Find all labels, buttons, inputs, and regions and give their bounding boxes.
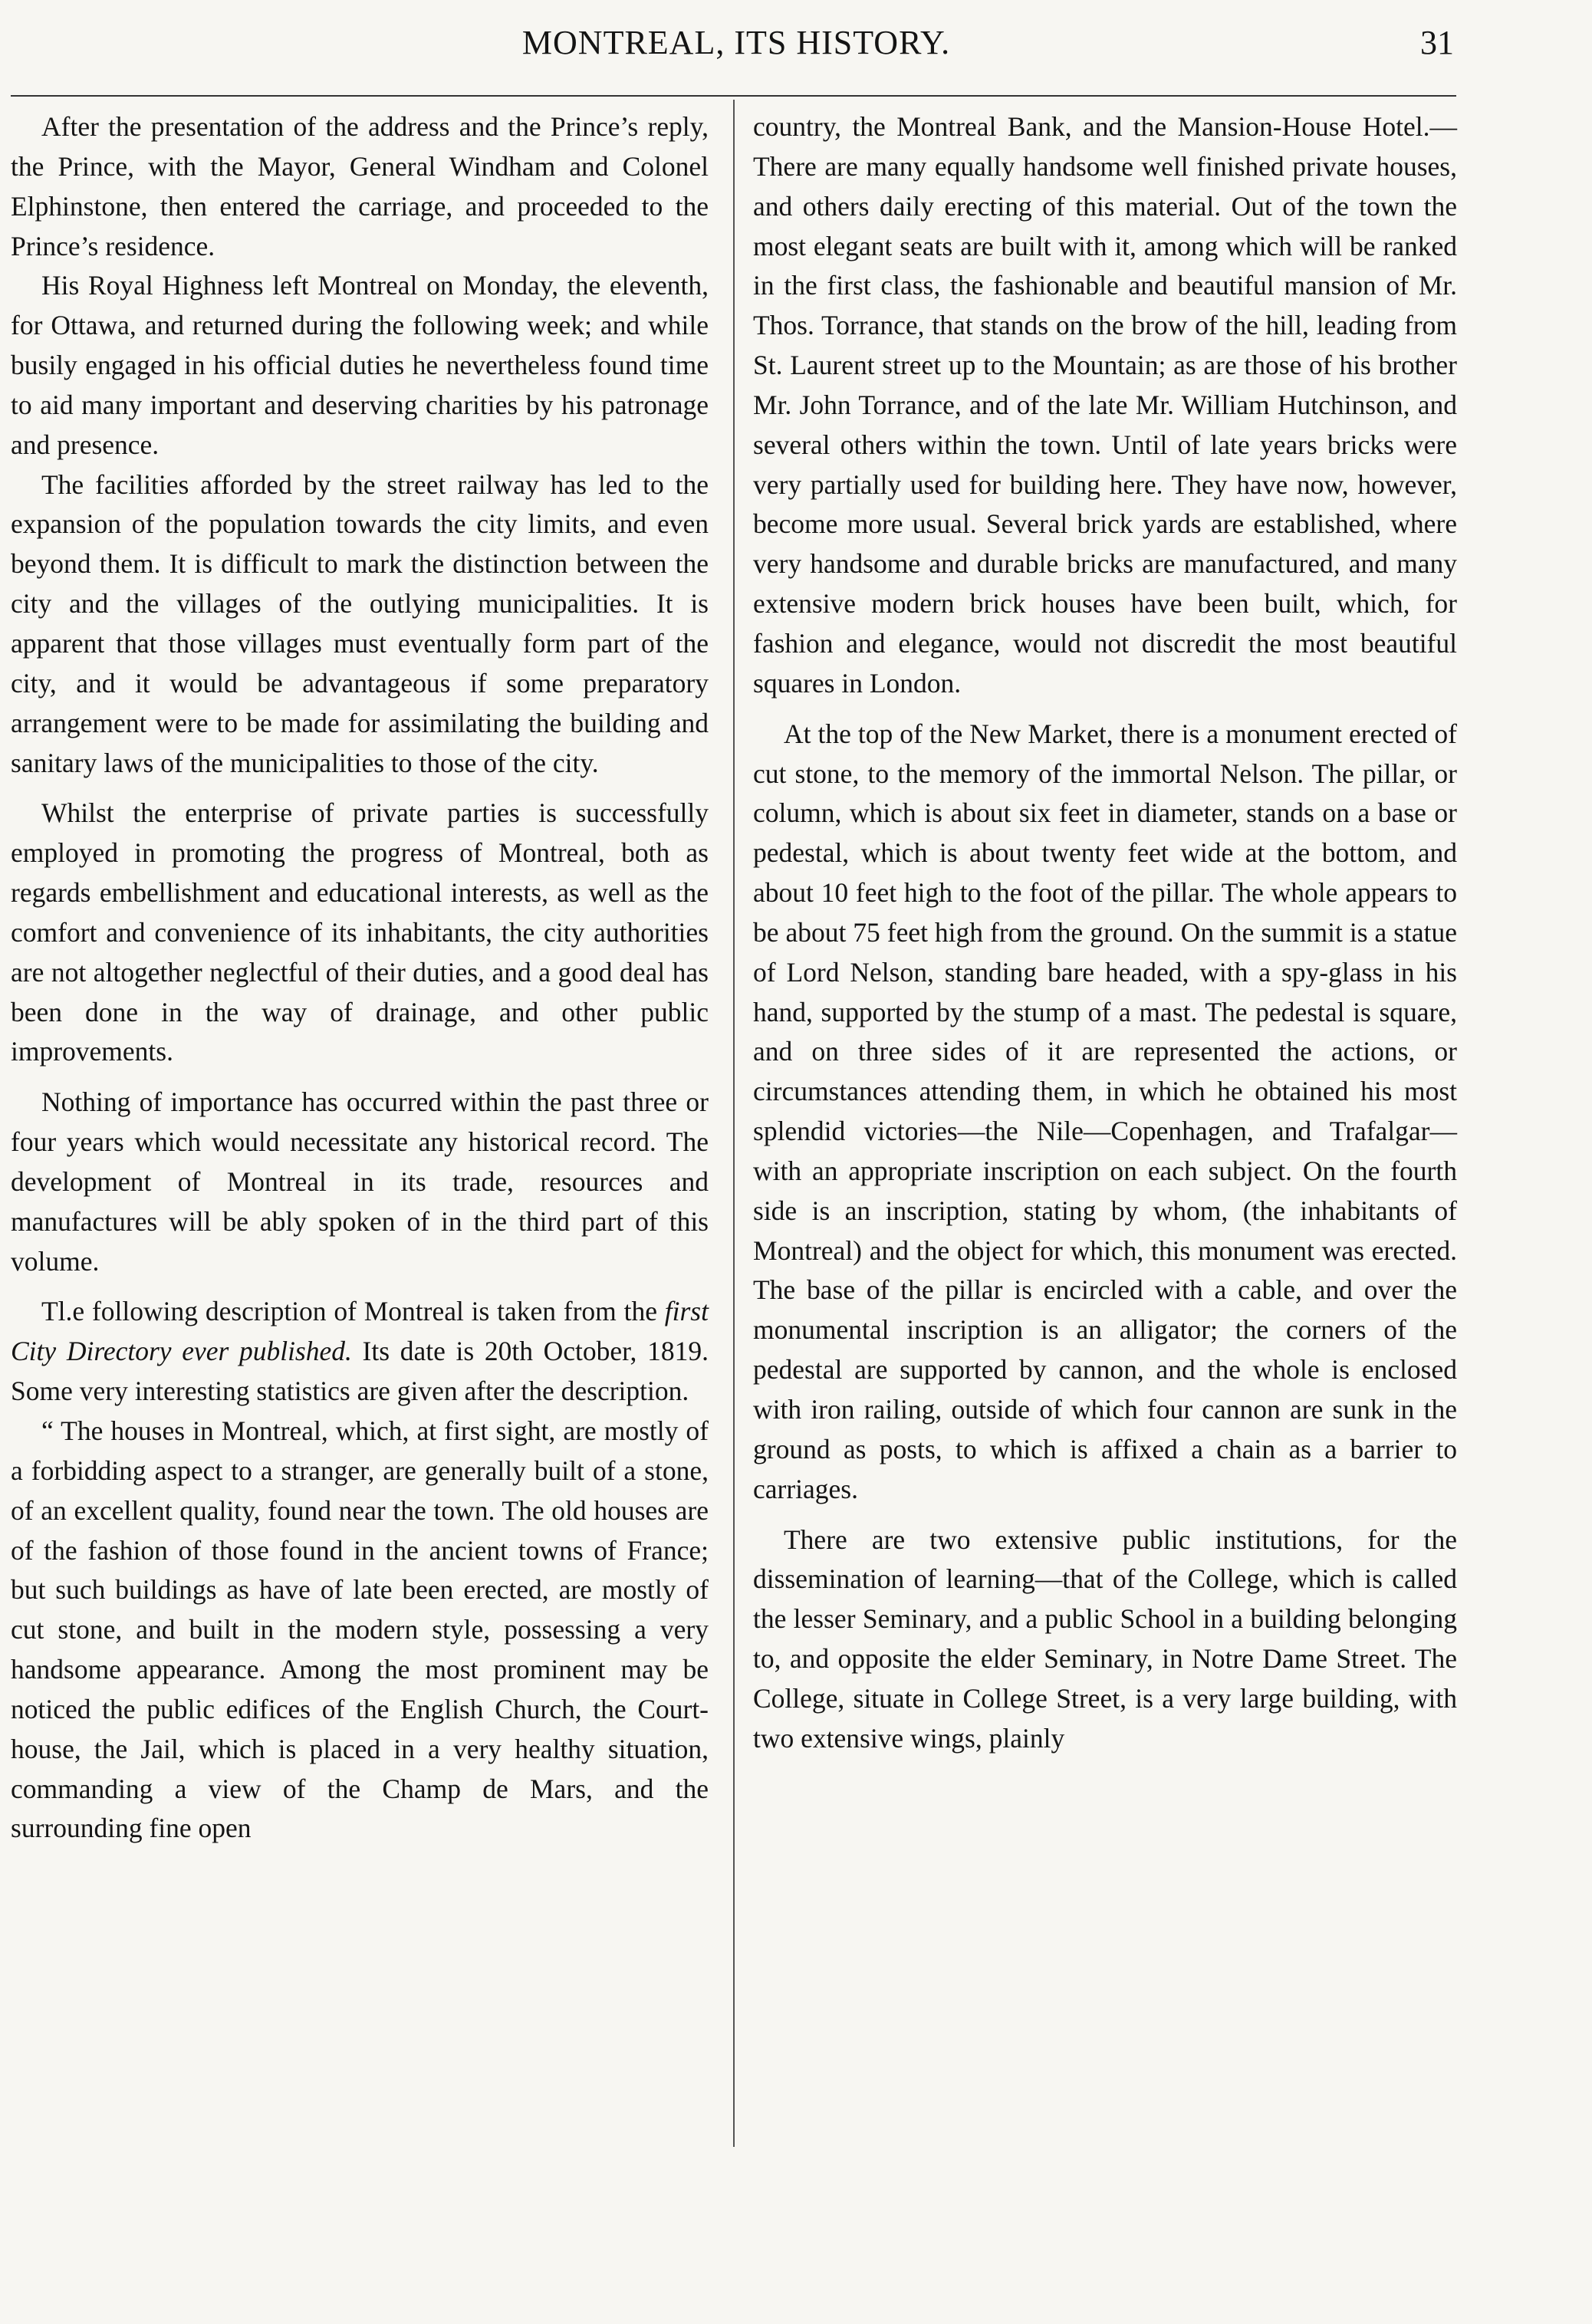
paragraph <box>11 1292 709 1412</box>
page-number: 31 <box>1420 24 1454 61</box>
paragraph: Whilst the enterprise of private parties is successfully employed in promoting the progress of Montreal, both as regards embellishment and educational interests, as well as the comfort and convenience of its inhabitants, the city authorities are not altogether neglectful of their duties, and a good deal has been done in the way of drainage, and other public improvements. <box>11 797 709 1067</box>
paragraph: His Royal Highness left Montreal on Monday, the eleventh, for Ottawa, and returned during the following week; and while busily engaged in his official duties he nevertheless found time to aid many important and deserving charities by his patronage and presence. <box>11 270 709 460</box>
paragraph: Nothing of importance has occurred within the past three or four years which would necessitate any historical record. The development of Montreal in its trade, resources and manufactures will be ably spoken of in the third part of this volume. <box>11 1086 709 1277</box>
paragraph: After the presentation of the address and the Prince’s reply, the Prince, with the Mayor, General Windham and Colonel Elphinstone, then entered the carriage, and proceeded to the Prince’s residence. <box>11 111 709 261</box>
column-divider <box>733 100 735 2147</box>
paragraph: The facilities afforded by the street railway has led to the expansion of the population towards the city limits, and even beyond them. It is difficult to mark the distinction between the city and the villages of the outlying municipalities. It is apparent that those villages must eventually form part of the city, and it would be advantageous if some preparatory arrangement were to be made for assimilating the building and sanitary laws of the municipalities to those of the city. <box>11 468 709 778</box>
italic-title: first City Directory ever published. <box>11 1296 709 1367</box>
running-header <box>0 23 1592 69</box>
paragraph-text: Its date is 20th October, 1819. Some very interesting statistics are given after the description. <box>11 1336 709 1407</box>
paragraph-text: Tl.e following description of Montreal is taken from the <box>41 1296 665 1327</box>
right-column <box>753 107 1457 1759</box>
running-title: MONTREAL, ITS HISTORY. <box>521 24 951 61</box>
paragraph: “ The houses in Montreal, which, at first sight, are mostly of a forbidding aspect to a stranger, are generally built of a stone, of an excellent quality, found near the town. The old houses are of the fashion of those found in the ancient towns of France; but such buildings as have of late been erected, are mostly of cut stone, and built in the modern style, possessing a very handsome appearance. Among the most prominent may be noticed the public edifices of the English Church, the Court-house, the Jail, which is placed in a very healthy situation, commanding a view of the Champ de Mars, and the surrounding fine open <box>11 1415 709 1844</box>
header-rule <box>11 95 1456 97</box>
paragraph: At the top of the New Market, there is a monument erected of cut stone, to the memory of the immortal Nelson. The pillar, or column, which is about six feet in diameter, stands on a base or pedestal, which is about twenty feet wide at the bottom, and about 10 feet high to the foot of the pillar. The whole appears to be about 75 feet high from the ground. On the summit is a statue of Lord Nelson, standing bare headed, with a spy-glass in his hand, supported by the stump of a mast. The pedestal is square, and on three sides of it are represented the actions, or circumstances attending them, in which he obtained his most splendid victories—the Nile—Copenhagen, and Trafalgar—with an appropriate inscription on each subject. On the fourth side is an inscription, stating by whom, (the inhabitants of Montreal) and the object for which, this monument was erected. The base of the pillar is encircled with a cable, and over the monumental inscription is an alligator; the corners of the pedestal are supported by cannon, and the whole is enclosed with iron railing, outside of which four cannon are sunk in the ground as posts, to which is affixed a chain as a barrier to carriages. <box>753 718 1457 1504</box>
left-column <box>11 107 709 1849</box>
paragraph: There are two extensive public institutions, for the dissemination of learning—that of the College, which is called the lesser Seminary, and a public School in a building belonging to, and opposite the elder Seminary, in Notre Dame Street. The College, situate in College Street, is a very large building, with two extensive wings, plainly <box>753 1524 1457 1754</box>
paragraph: country, the Montreal Bank, and the Mansion-House Hotel.—There are many equally handsome well finished private houses, and others daily erecting of this material. Out of the town the most elegant seats are built with it, among which will be ranked in the first class, the fashionable and beautiful mansion of Mr. Thos. Torrance, that stands on the brow of the hill, leading from St. Laurent street up to the Mountain; as are those of his brother Mr. John Torrance, and of the late Mr. William Hutchinson, and several others within the town. Until of late years bricks were very partially used for building here. They have now, however, become more usual. Several brick yards are established, where very handsome and durable bricks are manufactured, and many extensive modern brick houses have been built, which, for fashion and elegance, would not discredit the most beautiful squares in London. <box>753 111 1457 699</box>
